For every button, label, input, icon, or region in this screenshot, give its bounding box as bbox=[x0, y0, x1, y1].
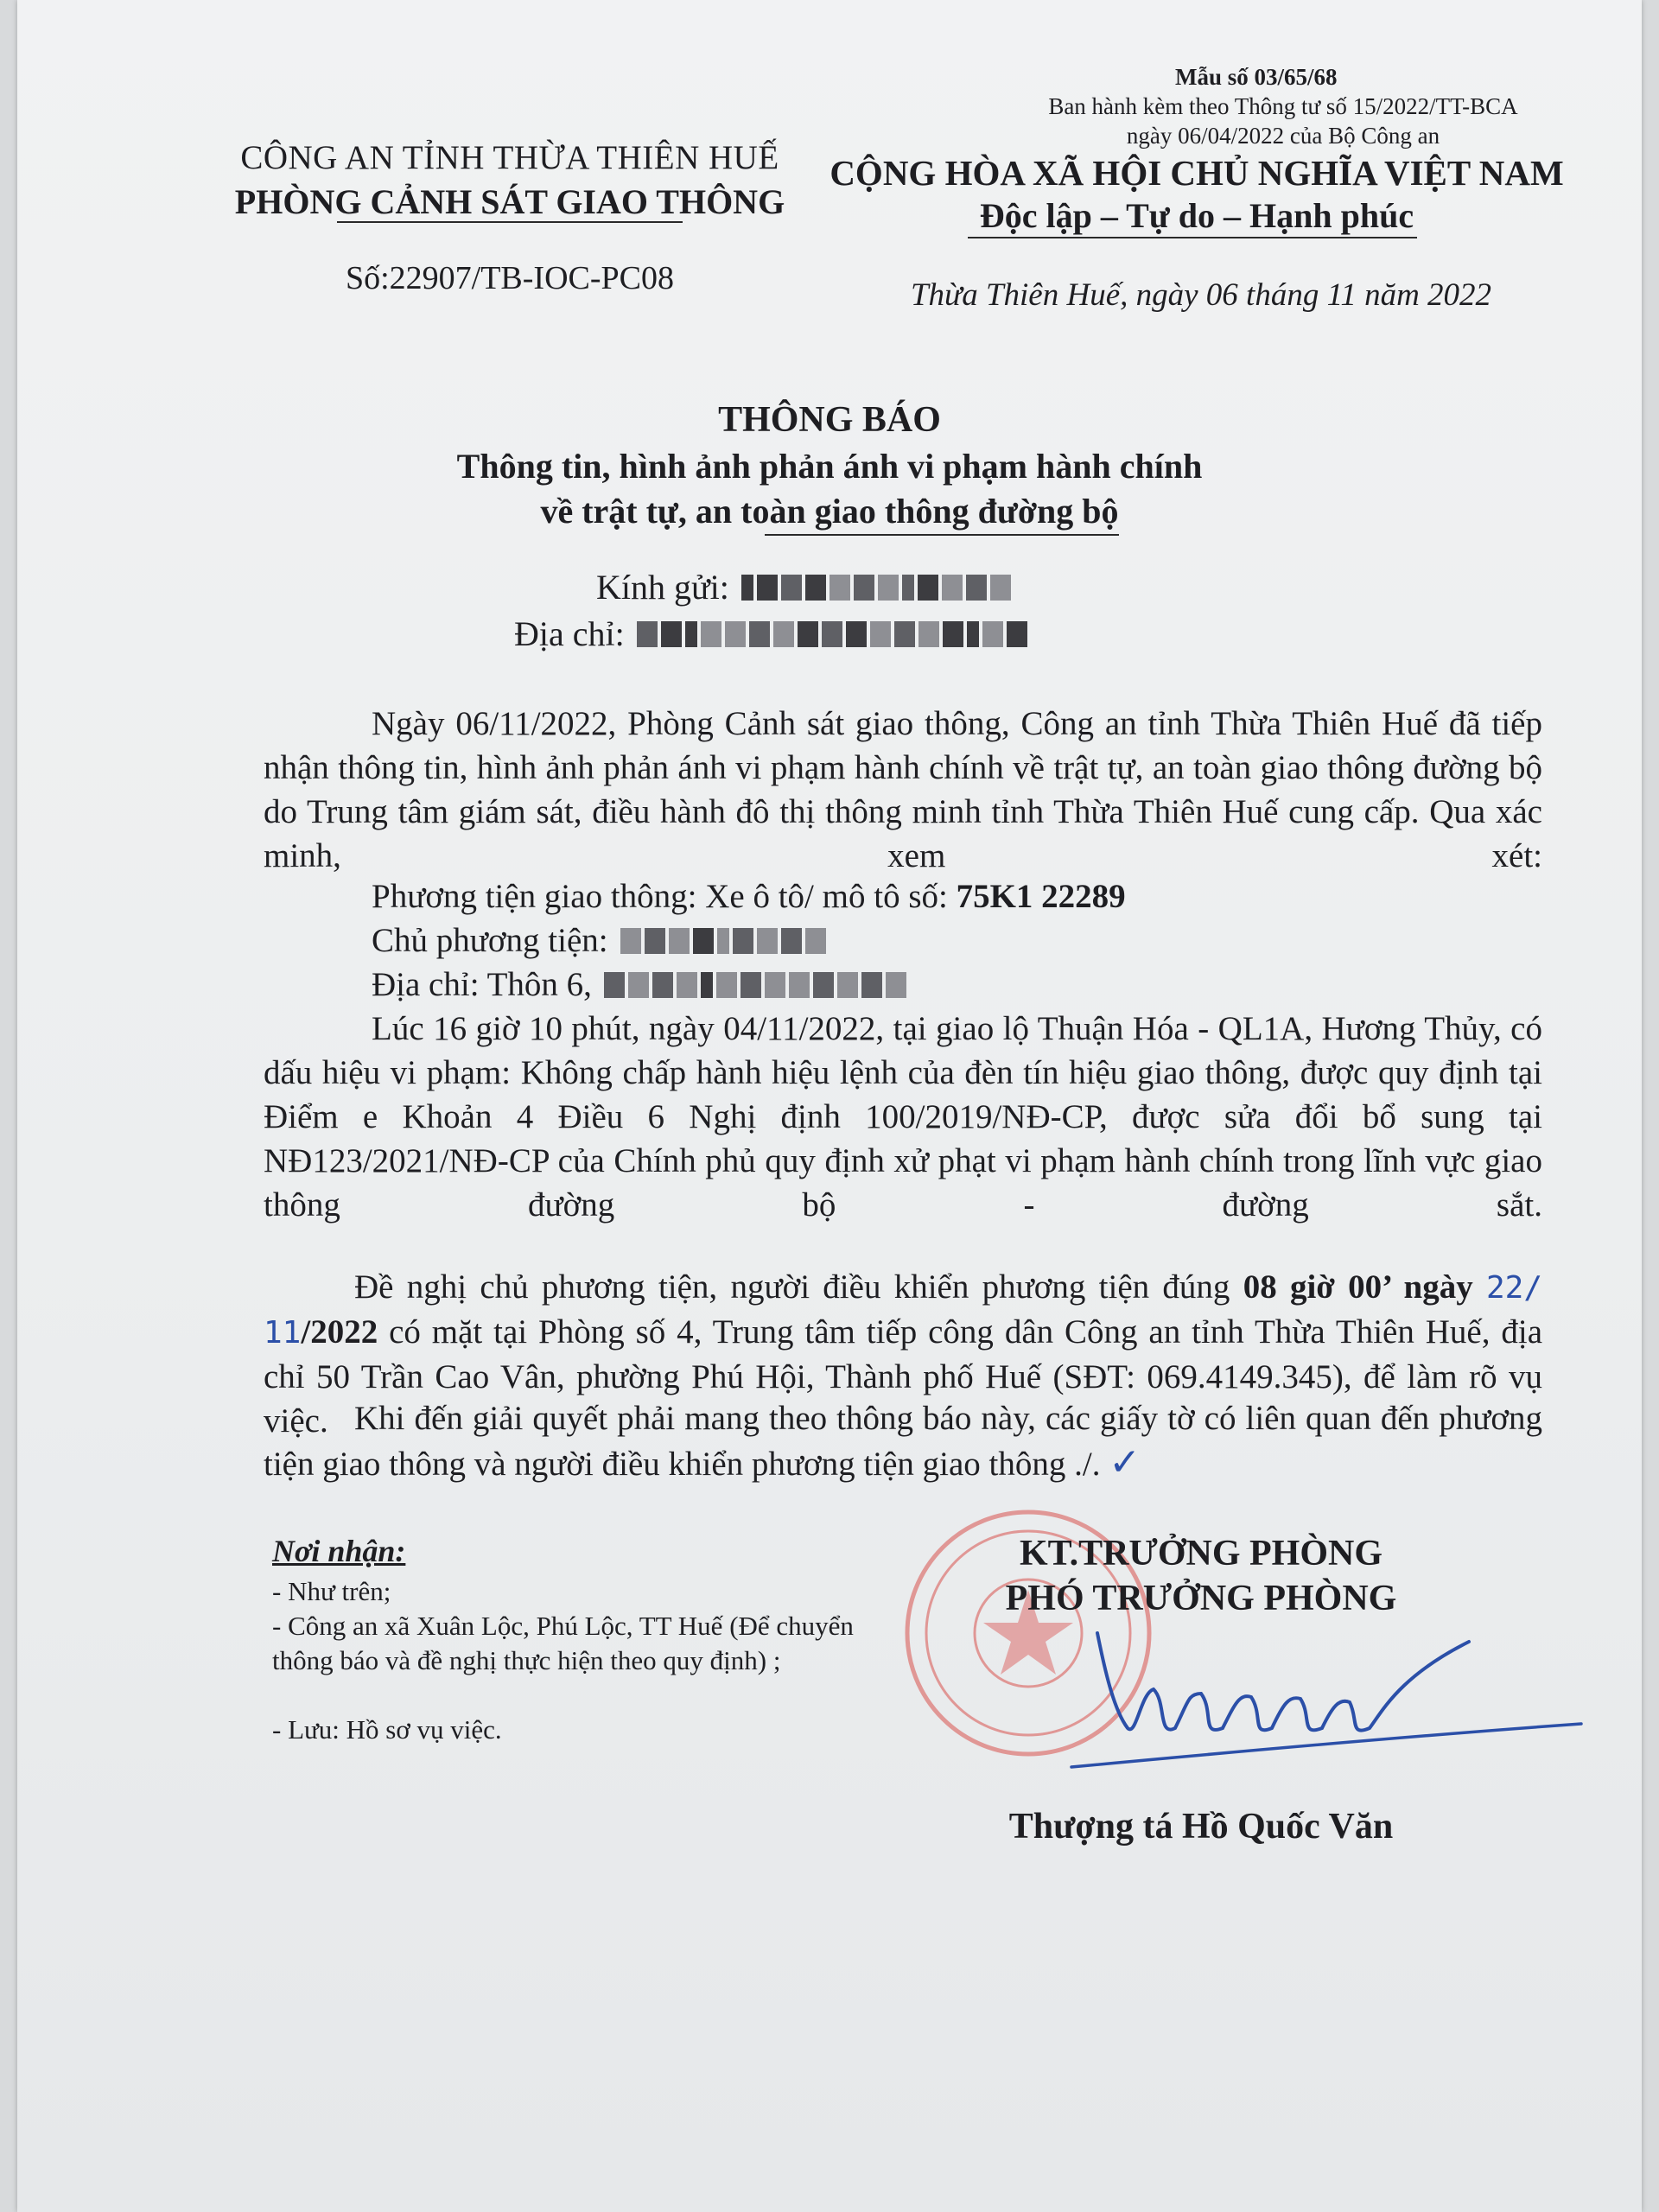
signer-name: Thượng tá Hồ Quốc Văn bbox=[1008, 1807, 1394, 1847]
issued-note-line2: ngày 06/04/2022 của Bộ Công an bbox=[1126, 123, 1440, 149]
address-label: Địa chỉ: bbox=[514, 614, 625, 653]
vehicle-label: Phương tiện giao thông: Xe ô tô/ mô tô số: bbox=[372, 878, 948, 915]
document-number: Số:22907/TB-IOC-PC08 bbox=[345, 260, 675, 296]
national-motto: Độc lập – Tự do – Hạnh phúc bbox=[979, 196, 1414, 235]
redacted-owner bbox=[620, 928, 826, 954]
agency-underline bbox=[337, 221, 683, 223]
owner-address-label: Địa chỉ: Thôn 6, bbox=[372, 966, 592, 1003]
vehicle-row bbox=[372, 874, 1542, 918]
handwritten-date: 22/ 11 bbox=[264, 1270, 1543, 1351]
motto-underline bbox=[968, 237, 1417, 238]
redacted-name bbox=[741, 575, 1011, 601]
republic-name: CỘNG HÒA XÃ HỘI CHỦ NGHĨA VIỆT NAM bbox=[830, 153, 1564, 193]
document-subtitle-line1: Thông tin, hình ảnh phản ánh vi phạm hành chính bbox=[456, 447, 1203, 486]
agency-name: PHÒNG CẢNH SÁT GIAO THÔNG bbox=[234, 182, 785, 221]
paragraph-intro bbox=[264, 702, 1542, 878]
document-subtitle-line2: về trật tự, an toàn giao thông đường bộ bbox=[540, 492, 1119, 531]
document-page bbox=[17, 0, 1642, 2212]
summons-year: /2022 bbox=[301, 1313, 378, 1351]
license-plate: 75K1 22289 bbox=[956, 878, 1126, 915]
summons-text-a: Đề nghị chủ phương tiện, người điều khiển phương tiện đúng bbox=[354, 1268, 1230, 1306]
redacted-address bbox=[637, 621, 1027, 647]
agency-parent: CÔNG AN TỈNH THỪA THIÊN HUẾ bbox=[240, 139, 779, 176]
title-underline bbox=[765, 534, 1119, 536]
recipients-title: Nơi nhận: bbox=[272, 1534, 406, 1568]
document-title: THÔNG BÁO bbox=[718, 400, 941, 440]
addressee-label: Kính gửi: bbox=[596, 568, 729, 607]
paragraph-violation bbox=[264, 1007, 1542, 1227]
handwritten-signature-icon bbox=[1037, 1607, 1599, 1780]
summons-time: 08 giờ 00’ ngày bbox=[1243, 1268, 1473, 1306]
issued-note-line1: Ban hành kèm theo Thông tư số 15/2022/TT-BCA bbox=[1048, 93, 1518, 119]
paragraph-requirements-text: Khi đến giải quyết phải mang theo thông báo này, các giấy tờ có liên quan đến phương tiện giao thông và người điều khiển phương tiện giao thông ./. bbox=[264, 1400, 1542, 1483]
paragraph-violation-text: Lúc 16 giờ 10 phút, ngày 04/11/2022, tại giao lộ Thuận Hóa - QL1A, Hương Thủy, có dấu hiệu vi phạm: Không chấp hành hiệu lệnh của đèn tín hiệu giao thông, được quy định tại Điểm e Khoản 4 Điều 6 Nghị định 100/2019/NĐ-CP, được sửa đổi bổ sung tại NĐ123/2021/NĐ-CP của Chính phủ quy định xử phạt vi phạm hành chính trong lĩnh vực giao thông đường bộ - đường sắt. bbox=[264, 1010, 1542, 1224]
recipient-item: - Công an xã Xuân Lộc, Phú Lộc, TT Huế (Để chuyển thông báo và đề nghị thực hiện theo quy định) ; bbox=[272, 1611, 854, 1675]
signature-title-line2: PHÓ TRƯỞNG PHÒNG bbox=[1005, 1579, 1397, 1618]
paragraph-intro-text: Ngày 06/11/2022, Phòng Cảnh sát giao thông, Công an tỉnh Thừa Thiên Huế đã tiếp nhận thông tin, hình ảnh phản ánh vi phạm hành chính về trật tự, an toàn giao thông đường bộ do Trung tâm giám sát, điều hành đô thị thông minh tỉnh Thừa Thiên Huế cung cấp. Qua xác minh, xem xét: bbox=[264, 705, 1542, 874]
addressee-row bbox=[596, 567, 1011, 607]
form-number: Mẫu số 03/65/68 bbox=[1175, 64, 1338, 90]
recipient-item: - Lưu: Hồ sơ vụ việc. bbox=[272, 1714, 502, 1745]
check-mark-icon: ✓ bbox=[1109, 1440, 1141, 1484]
paragraph-requirements bbox=[264, 1396, 1542, 1486]
place-and-date: Thừa Thiên Huế, ngày 06 tháng 11 năm 2022 bbox=[910, 277, 1492, 313]
address-row bbox=[514, 613, 1027, 654]
owner-row bbox=[372, 918, 1542, 963]
owner-label: Chủ phương tiện: bbox=[372, 922, 608, 959]
signature-title-line1: KT.TRƯỞNG PHÒNG bbox=[1020, 1534, 1382, 1573]
summons-text-b: có mặt tại Phòng số 4, Trung tâm tiếp công dân Công an tỉnh Thừa Thiên Huế, địa chỉ 50 Trần Cao Vân, phường Phú Hội, Thành phố Huế (SĐT: 069.4149.345), để làm rõ vụ việc. bbox=[264, 1313, 1543, 1440]
recipient-item: - Như trên; bbox=[272, 1576, 391, 1606]
owner-address-row bbox=[372, 963, 1542, 1007]
redacted-owner-address bbox=[604, 972, 906, 998]
